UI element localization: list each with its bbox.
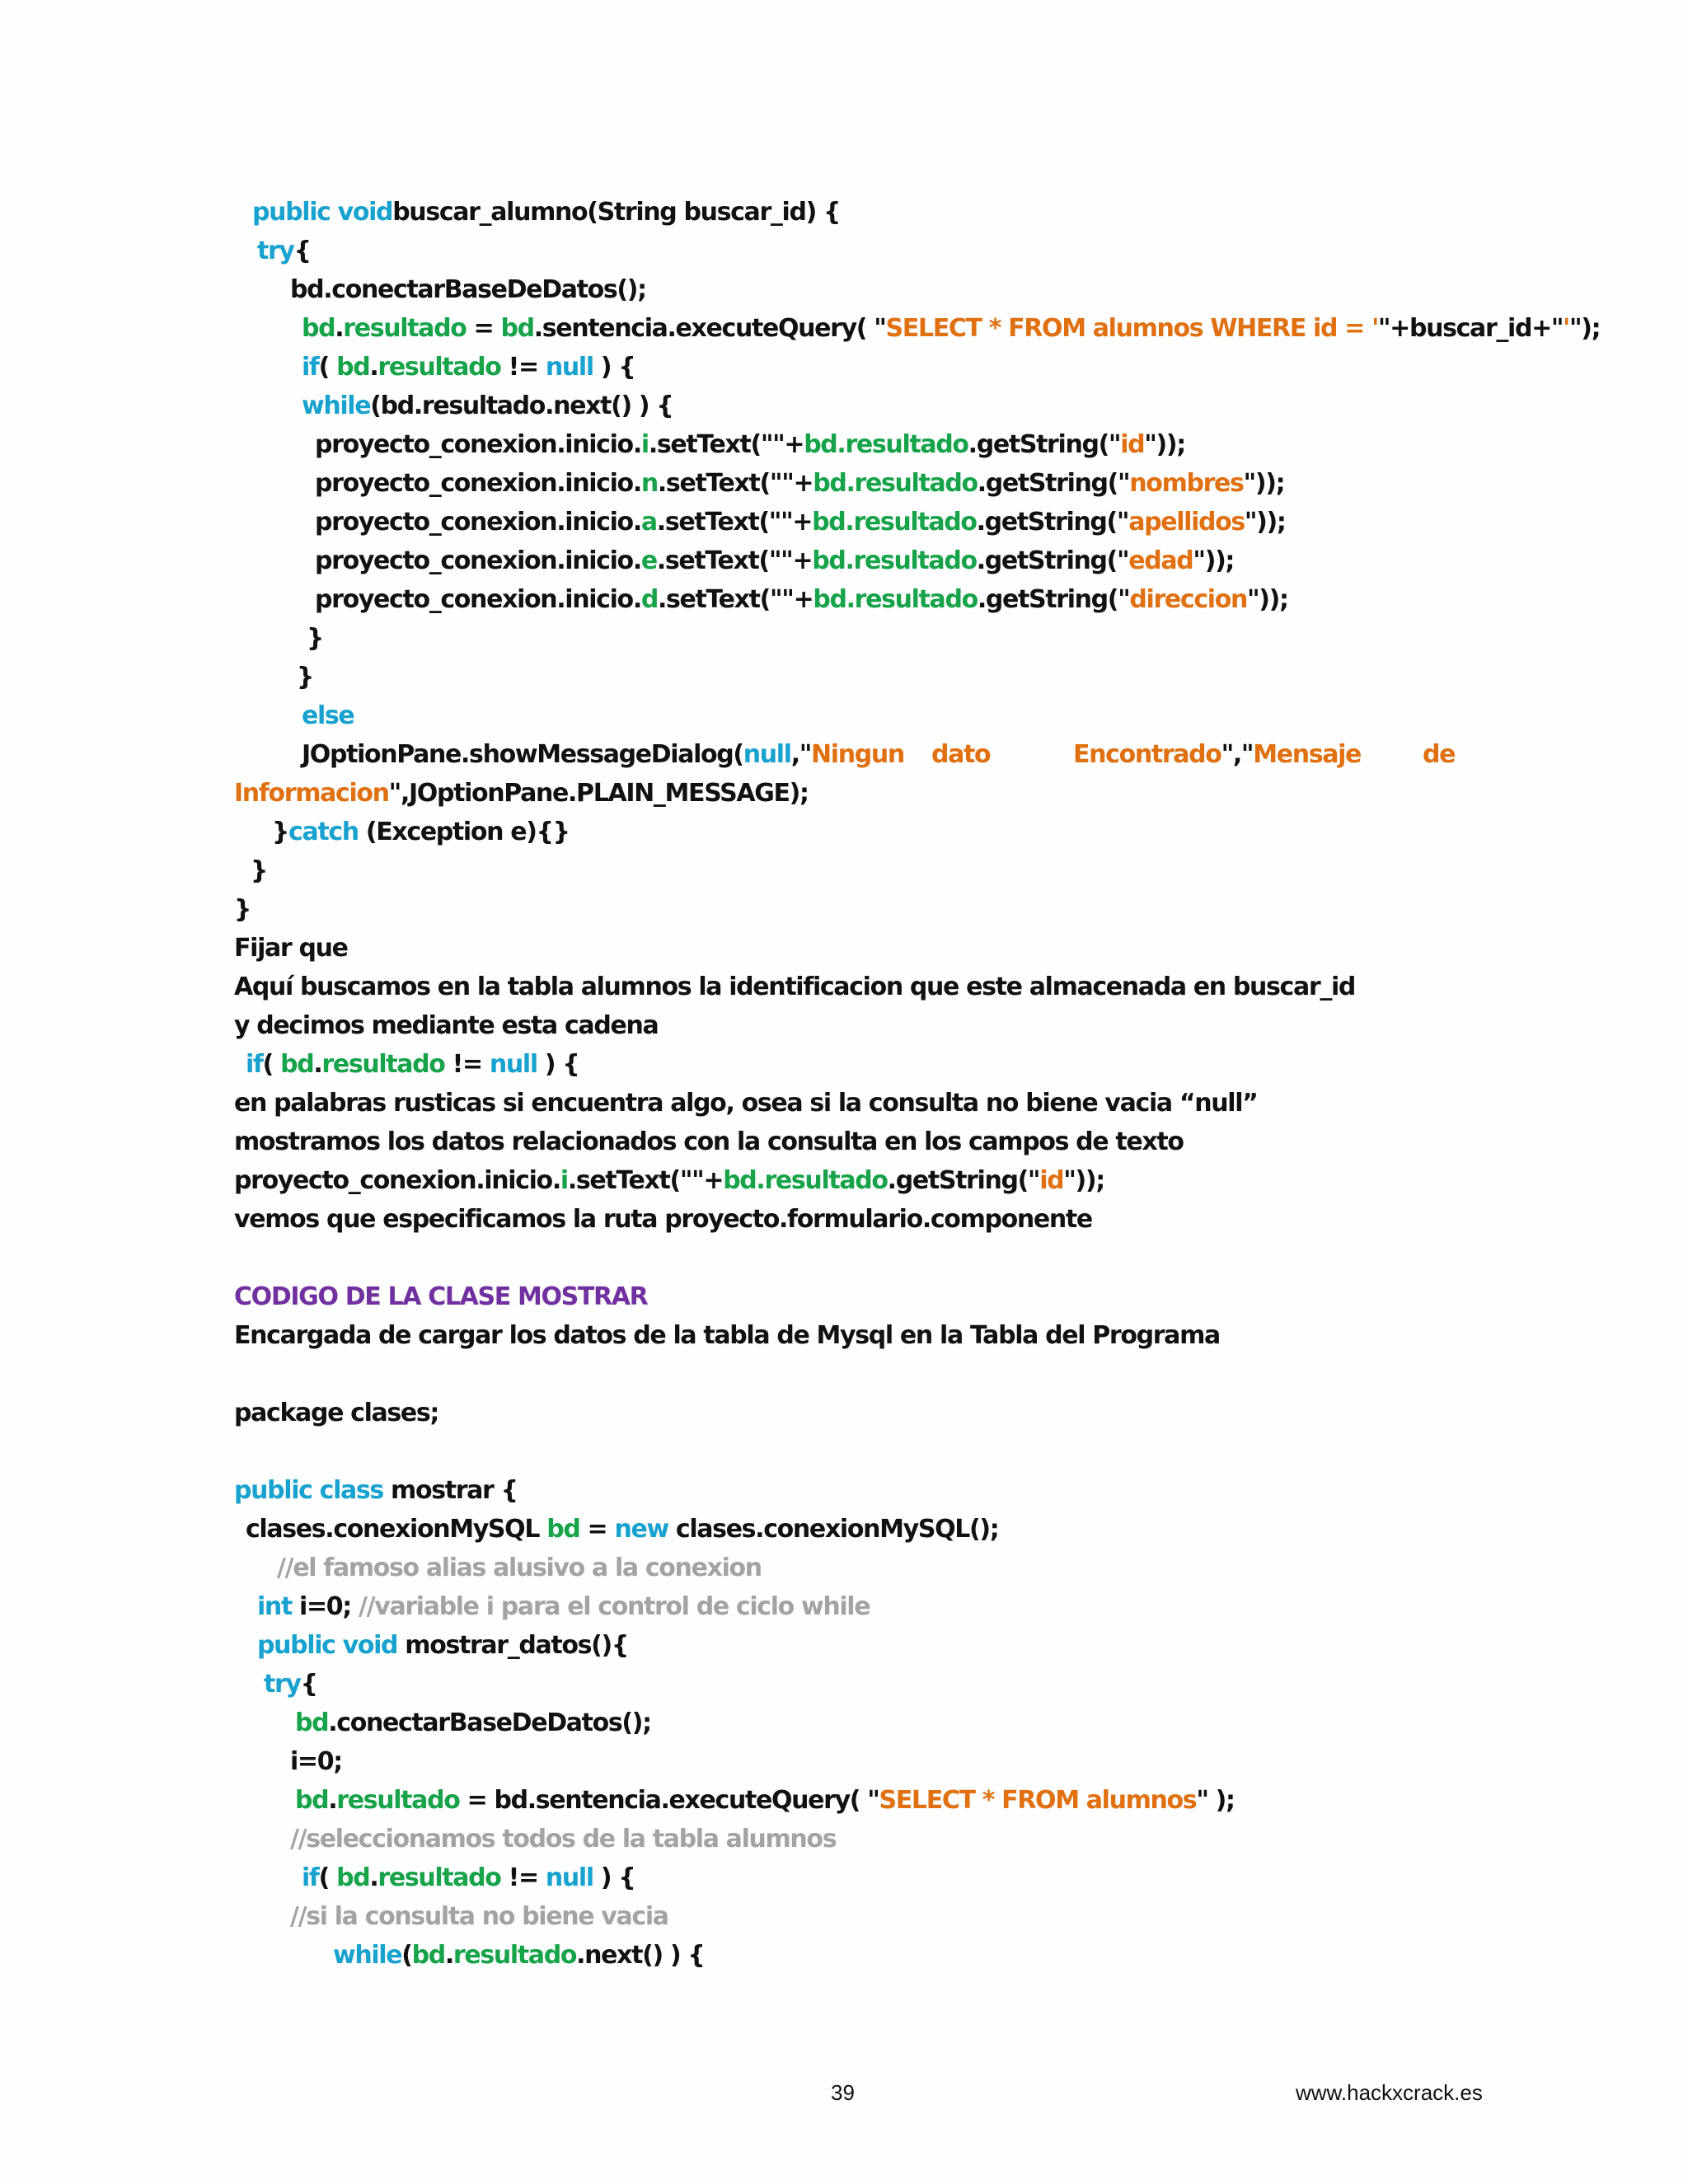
- code-token: bd: [336, 1863, 370, 1892]
- code-token: ,": [790, 740, 812, 769]
- code-token: while: [302, 391, 371, 420]
- code-token: .: [335, 314, 344, 343]
- code-token: //seleccionamos todos de la tabla alumnos: [290, 1825, 837, 1854]
- code-token: (bd.resultado.next() ) {: [370, 391, 673, 420]
- code-token: !=: [500, 353, 546, 382]
- code-token: bd.resultado: [804, 430, 968, 459]
- code-token: ",JOptionPane.PLAIN_MESSAGE);: [388, 779, 809, 808]
- code-token: ",": [1221, 740, 1254, 769]
- code-token: .getString(": [976, 508, 1129, 537]
- code-token: if: [302, 1863, 319, 1892]
- code-token: .setText(""+: [567, 1166, 724, 1195]
- code-token: }: [251, 856, 268, 885]
- code-token: proyecto_conexion.inicio.: [315, 508, 641, 537]
- text-line: [234, 1319, 1220, 1352]
- code-token: .getString(": [968, 430, 1121, 459]
- text-line: [302, 738, 904, 771]
- code-token: while: [333, 1941, 402, 1970]
- code-token: .getString(": [977, 585, 1130, 614]
- code-token: (: [262, 1050, 281, 1079]
- text-line: [333, 1939, 704, 1972]
- code-token: bd.resultado: [812, 546, 977, 575]
- code-token: (Exception e){}: [358, 818, 570, 846]
- code-token: }: [297, 663, 314, 691]
- text-line: [264, 1668, 317, 1701]
- text-line: [257, 1591, 870, 1624]
- code-token: vemos que especificamos la ruta proyecto.formulario.componente: [234, 1205, 1092, 1234]
- text-line: [302, 1862, 635, 1895]
- code-token: id: [1120, 430, 1145, 459]
- text-line: [307, 622, 323, 655]
- code-token: i: [560, 1166, 568, 1195]
- code-token: new: [614, 1515, 668, 1544]
- code-token: ) {: [593, 353, 635, 382]
- code-token: bd: [411, 1941, 445, 1970]
- text-line: [234, 1087, 1258, 1120]
- code-token: .: [369, 353, 378, 382]
- code-token: SELECT * FROM alumnos: [879, 1786, 1197, 1815]
- code-token: .: [369, 1863, 378, 1892]
- code-token: n: [640, 469, 658, 498]
- text-line: [234, 1010, 658, 1043]
- code-token: proyecto_conexion.inicio.: [315, 546, 641, 575]
- code-token: package clases;: [234, 1399, 439, 1427]
- code-token: " );: [1196, 1786, 1235, 1815]
- text-line: [234, 893, 251, 926]
- text-line: [277, 1552, 762, 1585]
- code-token: apellidos: [1128, 508, 1245, 537]
- text-line: [302, 700, 354, 733]
- code-token: bd: [546, 1515, 580, 1544]
- text-line: [234, 1474, 518, 1507]
- code-token: dato: [931, 740, 991, 769]
- code-token: bd: [302, 314, 335, 343]
- code-token: y decimos mediante esta cadena: [234, 1011, 659, 1040]
- text-line: [295, 1707, 651, 1740]
- text-line-fragment: [931, 738, 990, 771]
- code-token: mostramos los datos relacionados con la consulta en los campos de texto: [234, 1127, 1184, 1156]
- code-token: = bd.sentencia.executeQuery( ": [459, 1786, 879, 1815]
- code-token: "));: [1243, 469, 1285, 498]
- code-token: ) {: [593, 1863, 635, 1892]
- code-token: (: [401, 1941, 412, 1970]
- code-token: public class: [234, 1476, 383, 1505]
- code-token: //el famoso alias alusivo a la conexion: [277, 1554, 762, 1582]
- code-token: id: [1039, 1166, 1064, 1195]
- code-token: bd.resultado: [812, 508, 977, 537]
- code-token: public void: [252, 198, 393, 227]
- page-number: 39: [831, 2080, 855, 2105]
- code-token: //si la consulta no biene vacia: [290, 1902, 668, 1931]
- code-token: .setText(""+: [648, 430, 804, 459]
- code-token: JOptionPane.showMessageDialog(: [302, 740, 743, 769]
- code-token: int: [257, 1592, 292, 1621]
- footer-website: www.hackxcrack.es: [1296, 2080, 1483, 2105]
- code-token: "));: [1246, 585, 1288, 614]
- code-token: .: [444, 1941, 453, 1970]
- code-token: d: [640, 585, 658, 614]
- text-line: [257, 1629, 628, 1662]
- code-token: mostrar_datos(){: [397, 1631, 628, 1660]
- code-token: .getString(": [977, 469, 1130, 498]
- text-line: [257, 235, 311, 268]
- code-token: direccion: [1129, 585, 1247, 614]
- code-token: ");: [1569, 314, 1601, 343]
- code-token: mostrar {: [382, 1476, 518, 1505]
- code-token: resultado: [452, 1941, 577, 1970]
- code-token: bd.resultado: [813, 585, 978, 614]
- code-token: (: [318, 353, 337, 382]
- code-token: .: [328, 1786, 337, 1815]
- text-line: [297, 661, 313, 694]
- code-token: buscar_alumno(String buscar_id) {: [392, 198, 841, 227]
- code-token: nombres: [1129, 469, 1244, 498]
- code-token: bd: [336, 353, 370, 382]
- text-line: [315, 467, 1284, 500]
- text-line: [302, 312, 1600, 345]
- code-token: null: [489, 1050, 537, 1079]
- code-token: Encontrado: [1073, 740, 1221, 769]
- code-token: "));: [1193, 546, 1235, 575]
- code-token: resultado: [377, 353, 501, 382]
- code-token: resultado: [336, 1786, 460, 1815]
- code-token: ': [1563, 314, 1570, 343]
- code-token: .setText(""+: [657, 469, 814, 498]
- text-line-fragment: [1423, 738, 1455, 771]
- code-token: bd: [295, 1708, 329, 1737]
- code-token: proyecto_conexion.inicio.: [315, 469, 641, 498]
- code-token: .setText(""+: [656, 508, 813, 537]
- code-token: try: [264, 1670, 301, 1699]
- text-line: [234, 1203, 1092, 1236]
- text-line: [234, 932, 348, 965]
- text-line-fragment: [1073, 738, 1361, 771]
- code-token: bd: [280, 1050, 314, 1079]
- text-line: [246, 1513, 998, 1546]
- text-line: [302, 390, 673, 423]
- code-token: i=0;: [290, 1747, 342, 1776]
- code-token: bd: [500, 314, 534, 343]
- text-line: [315, 429, 1185, 462]
- code-token: .getString(": [976, 546, 1129, 575]
- code-token: if: [246, 1050, 263, 1079]
- code-token: "));: [1063, 1166, 1104, 1195]
- code-token: proyecto_conexion.inicio.: [315, 585, 641, 614]
- code-token: public void: [257, 1631, 398, 1660]
- code-token: de: [1423, 740, 1456, 769]
- code-token: Fijar que: [234, 934, 348, 963]
- code-token: proyecto_conexion.inicio.: [315, 430, 641, 459]
- code-token: CODIGO DE LA CLASE MOSTRAR: [234, 1282, 648, 1311]
- code-token: {: [300, 1670, 317, 1699]
- code-token: i: [640, 430, 649, 459]
- code-token: null: [545, 353, 593, 382]
- code-token: null: [743, 740, 791, 769]
- code-token: Encargada de cargar los datos de la tabla de Mysql en la Tabla del Programa: [234, 1321, 1220, 1350]
- code-token: resultado: [343, 314, 467, 343]
- text-line: [315, 545, 1234, 578]
- text-line: [234, 1281, 647, 1314]
- text-line: [315, 506, 1286, 539]
- code-token: .getString(": [887, 1166, 1040, 1195]
- code-token: }: [234, 895, 251, 924]
- code-token: i=0;: [291, 1592, 359, 1621]
- code-token: bd.resultado: [813, 469, 978, 498]
- code-token: Ningun: [811, 740, 904, 769]
- text-line: [295, 1784, 1235, 1817]
- code-token: en palabras rusticas si encuentra algo, osea si la consulta no biene vacia “null”: [234, 1089, 1258, 1118]
- code-token: resultado: [377, 1863, 501, 1892]
- text-line: [290, 1900, 668, 1933]
- code-token: .conectarBaseDeDatos();: [328, 1708, 651, 1737]
- code-token: Informacion: [234, 779, 389, 808]
- text-line: [252, 196, 840, 229]
- text-line: [290, 274, 646, 307]
- code-token: bd.conectarBaseDeDatos();: [290, 275, 646, 304]
- code-token: SELECT * FROM alumnos WHERE id = ': [885, 314, 1378, 343]
- text-line: [251, 855, 267, 888]
- code-token: (: [318, 1863, 337, 1892]
- code-token: =: [579, 1515, 615, 1544]
- code-token: .setText(""+: [656, 546, 813, 575]
- code-token: catch: [288, 818, 359, 846]
- code-token: resultado: [321, 1050, 445, 1079]
- code-token: null: [545, 1863, 593, 1892]
- code-token: {: [293, 237, 311, 265]
- code-token: ) {: [537, 1050, 579, 1079]
- code-token: bd.resultado: [723, 1166, 888, 1195]
- code-token: "+buscar_id+": [1377, 314, 1564, 343]
- code-token: if: [302, 353, 319, 382]
- text-line: [290, 1823, 836, 1856]
- code-token: clases.conexionMySQL: [246, 1515, 547, 1544]
- text-line: [315, 583, 1288, 616]
- code-token: "));: [1244, 508, 1286, 537]
- text-line: [234, 777, 809, 810]
- code-token: !=: [500, 1863, 546, 1892]
- code-token: //variable i para el control de ciclo while: [359, 1592, 870, 1621]
- code-token: Mensaje: [1253, 740, 1362, 769]
- code-token: clases.conexionMySQL();: [668, 1515, 999, 1544]
- text-line: [290, 1746, 342, 1779]
- code-token: .setText(""+: [658, 585, 814, 614]
- code-token: Aquí buscamos en la tabla alumnos la identificacion que este almacenada en buscar_id: [234, 972, 1356, 1001]
- code-token: else: [302, 701, 354, 730]
- code-token: "));: [1144, 430, 1185, 459]
- code-token: edad: [1128, 546, 1193, 575]
- code-token: }: [272, 818, 289, 846]
- code-token: !=: [444, 1050, 490, 1079]
- code-token: try: [257, 237, 294, 265]
- code-token: .next() ) {: [576, 1941, 705, 1970]
- code-token: a: [640, 508, 657, 537]
- text-line: [272, 816, 570, 849]
- code-token: }: [307, 624, 324, 653]
- code-token: proyecto_conexion.inicio.: [234, 1166, 560, 1195]
- text-line: [234, 971, 1355, 1004]
- code-token: bd: [295, 1786, 329, 1815]
- code-token: =: [466, 314, 501, 343]
- text-line: [302, 351, 635, 384]
- text-line: [234, 1126, 1184, 1159]
- code-token: .sentencia.executeQuery( ": [533, 314, 886, 343]
- code-token: .: [313, 1050, 322, 1079]
- text-line: [234, 1397, 438, 1430]
- text-line: [234, 1165, 1104, 1197]
- text-line: [246, 1048, 579, 1081]
- code-token: e: [640, 546, 657, 575]
